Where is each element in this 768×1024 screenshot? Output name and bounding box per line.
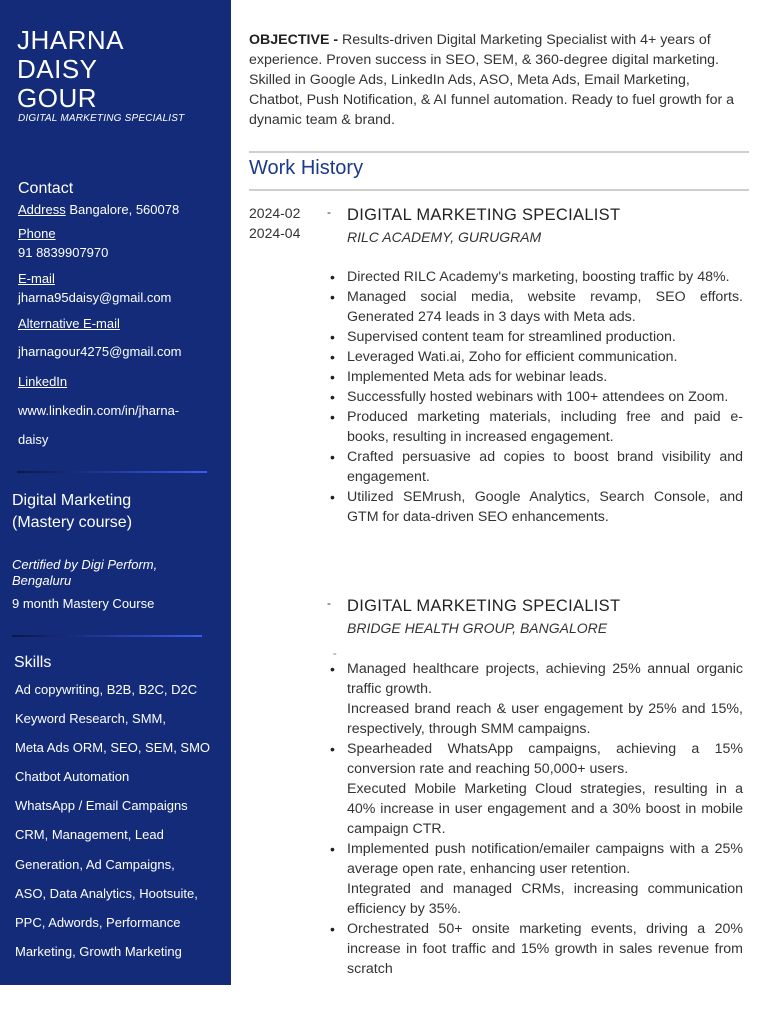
job-company: RILC ACADEMY, GURUGRAM <box>347 229 542 245</box>
skills-line: Generation, Ad Campaigns, <box>15 857 175 872</box>
candidate-name <box>17 26 124 113</box>
skills-line: Keyword Research, SMM, <box>15 711 166 726</box>
linkedin-label: LinkedIn <box>18 374 68 389</box>
skills-line: CRM, Management, Lead <box>15 827 164 842</box>
list-item: Increased brand reach & user engagement by 25% and 15%, respectively, through SMM campaigns. <box>347 701 743 737</box>
list-item: • Crafted persuasive ad copies to boost brand visibility and engagement. <box>347 447 743 487</box>
sidebar-divider <box>12 635 202 637</box>
list-item: • Spearheaded WhatsApp campaigns, achieving a 15% conversion rate and reaching 50,000+ users. <box>347 739 743 779</box>
section-divider-top <box>249 151 749 153</box>
job-company: BRIDGE HEALTH GROUP, BANGALORE <box>347 620 608 636</box>
list-item: • Orchestrated 50+ onsite marketing events, driving a 20% increase in foot traffic and 15% growth in sales revenue from scratch <box>347 919 743 979</box>
course-certified-city: Bengaluru <box>12 573 72 588</box>
course-duration: 9 month Mastery Course <box>12 596 155 611</box>
address-row <box>18 202 179 217</box>
list-item: • Managed social media, website revamp, SEO efforts. Generated 274 leads in 3 days with Meta ads. <box>347 287 743 327</box>
alt-email-label: Alternative E-mail <box>18 316 120 331</box>
objective-text: Results-driven Digital Marketing Specialist with 4+ years of experience. Proven success in SEO, SEM, & 360-degree digital marketing. Skilled in Google Ads, LinkedIn Ads, ASO, Meta Ads, Email Marketing, Chatbot, Push Notification, & AI funnel automation. Ready to fuel growth for a dynamic team & brand. <box>249 32 735 128</box>
job-title: DIGITAL MARKETING SPECIALIST <box>347 206 621 224</box>
work-history-title: Work History <box>249 157 364 179</box>
skills-line: ASO, Data Analytics, Hootsuite, <box>15 886 198 901</box>
date-dash: - <box>327 205 331 219</box>
name-line: JHARNA <box>17 25 125 55</box>
skills-line: WhatsApp / Email Campaigns <box>15 798 188 813</box>
list-item: • Produced marketing materials, including free and paid e-books, resulting in increased engagement. <box>347 407 743 447</box>
sidebar <box>0 0 231 985</box>
objective <box>249 30 739 130</box>
list-item: • Utilized SEMrush, Google Analytics, Search Console, and GTM for data-driven SEO enhancements. <box>347 487 743 527</box>
candidate-role: DIGITAL MARKETING SPECIALIST <box>18 113 185 124</box>
list-item: • Supervised content team for streamlined production. <box>347 327 743 347</box>
skills-line: Meta Ads ORM, SEO, SEM, SMO <box>15 740 211 755</box>
section-divider-bottom <box>249 189 749 191</box>
list-item: Integrated and managed CRMs, increasing communication efficiency by 35%. <box>347 881 743 917</box>
objective-label: OBJECTIVE - <box>249 32 343 48</box>
job-bullets <box>347 659 743 979</box>
list-item: Executed Mobile Marketing Cloud strategies, resulting in a 40% increase in user engagement and a 30% boost in mobile campaign CTR. <box>347 781 743 837</box>
stray-mark: = <box>333 652 337 658</box>
list-item: • Directed RILC Academy's marketing, boosting traffic by 48%. <box>347 267 743 287</box>
email-value[interactable]: jharna95daisy@gmail.com <box>18 290 172 305</box>
course-title: Digital Marketing <box>12 492 132 509</box>
list-item: • Leveraged Wati.ai, Zoho for efficient communication. <box>347 347 743 367</box>
name-line: DAISY <box>17 54 98 84</box>
phone-label: Phone <box>18 226 56 241</box>
job-title: DIGITAL MARKETING SPECIALIST <box>347 597 621 615</box>
skills-line: Ad copywriting, B2B, B2C, D2C <box>15 682 198 697</box>
job-bullets <box>347 267 743 527</box>
linkedin-value[interactable]: www.linkedin.com/in/jharna- <box>18 403 180 418</box>
course-certified: Certified by Digi Perform, <box>12 557 158 572</box>
job-end-date: 2024-04 <box>249 225 301 241</box>
name-line: GOUR <box>17 83 97 113</box>
phone-value[interactable]: 91 8839907970 <box>18 245 109 260</box>
email-label: E-mail <box>18 271 55 286</box>
contact-heading: Contact <box>18 180 74 197</box>
skills-heading: Skills <box>14 654 52 671</box>
alt-email-value[interactable]: jharnagour4275@gmail.com <box>18 344 182 359</box>
date-dash: - <box>327 596 331 610</box>
list-item: • Implemented Meta ads for webinar leads. <box>347 367 743 387</box>
address-label: Address <box>18 202 66 217</box>
list-item: • Managed healthcare projects, achieving 25% annual organic traffic growth. <box>347 659 743 699</box>
sidebar-divider <box>17 471 207 473</box>
course-subtitle: (Mastery course) <box>12 514 133 531</box>
skills-line: Chatbot Automation <box>15 769 130 784</box>
linkedin-value-cont[interactable]: daisy <box>18 432 49 447</box>
skills-line: PPC, Adwords, Performance <box>15 915 181 930</box>
list-item: • Implemented push notification/emailer campaigns with a 25% average open rate, enhancing user retention. <box>347 839 743 879</box>
address-value: Bangalore, 560078 <box>69 202 180 217</box>
skills-line: Marketing, Growth Marketing <box>15 944 182 959</box>
job-start-date: 2024-02 <box>249 205 301 221</box>
list-item: • Successfully hosted webinars with 100+ attendees on Zoom. <box>347 387 743 407</box>
